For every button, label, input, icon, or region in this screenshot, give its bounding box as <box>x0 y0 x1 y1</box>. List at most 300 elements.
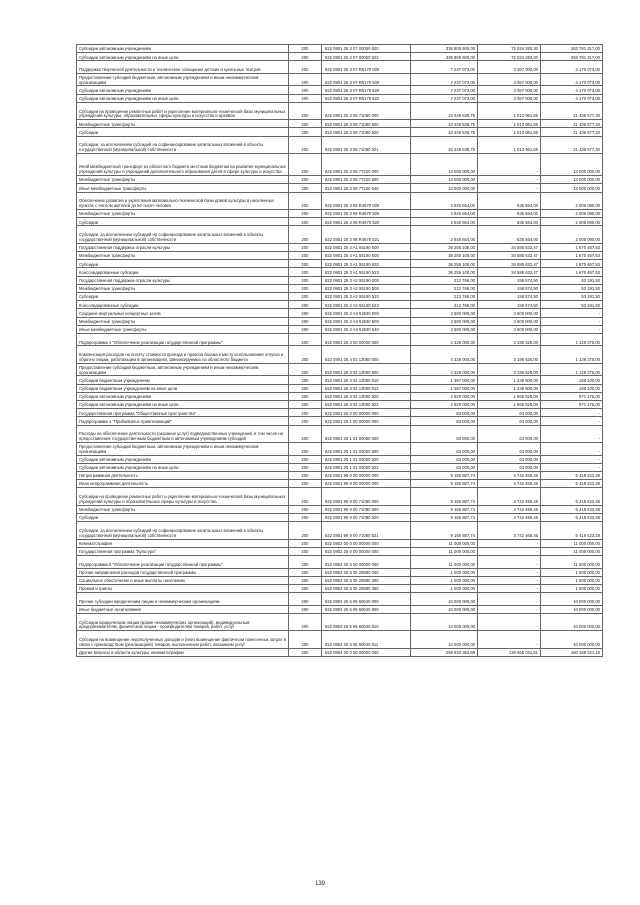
table-row <box>77 376 603 384</box>
row-name-cell: Субсидии на проведение ремонтных работ и укрепление материально-технической базы муниципальных учреждений культуры, образовательных сферы культуры и искусства и архивов <box>77 102 289 120</box>
row-code-cell: 822 0801 99 0 00 00000 000 <box>322 471 411 479</box>
row-code-cell: 822 0801 25 3 08 R4670 520 <box>322 218 411 226</box>
row-name-cell: Субсидии автономным учреждениям на иные цели <box>77 401 289 409</box>
row-code-cell: 822 0801 25 3 A2 55190 523 <box>322 301 411 309</box>
row-executed-cell: 1 239 800,00 <box>478 384 541 392</box>
row-name-cell: Межбюджетные трансферты <box>77 176 289 184</box>
table-row <box>77 401 603 409</box>
row-executed-cell: 1 956 825,00 <box>478 401 541 409</box>
row-code-cell: 822 0801 25 3 08 R4670 521 <box>322 226 411 244</box>
row-remainder-cell: 4 170 073,00 <box>541 86 603 94</box>
row-executed-cell: 34 585 632,47 <box>478 260 541 268</box>
row-code-cell: 822 0802 25 5 00 00000 000 <box>322 556 411 569</box>
row-name-cell: Предоставление субсидий бюджетным, автономным учреждениям и иным некоммерческим организациям <box>77 363 289 376</box>
row-code-cell: 822 0801 25 3 A3 54530 000 <box>322 309 411 317</box>
row-executed-cell: 1 013 961,55 <box>478 120 541 128</box>
row-remainder-cell: 13 000 000,00 <box>541 176 603 184</box>
row-remainder-cell: 21 435 577,20 <box>541 120 603 128</box>
row-remainder-cell: 5 418 422,28 <box>541 514 603 522</box>
row-remainder-cell: 11 000 000,00 <box>541 547 603 555</box>
row-executed-cell: 159 574,50 <box>478 301 541 309</box>
row-ved-cell: 200 <box>289 593 322 606</box>
row-plan-cell: 63 000,00 <box>411 455 478 463</box>
row-ved-cell: 200 <box>289 210 322 218</box>
row-executed-cell: 34 585 632,47 <box>478 268 541 276</box>
row-code-cell: 822 0801 26 1 01 00050 000 <box>322 425 411 443</box>
table-row <box>77 226 603 244</box>
row-executed-cell: 3 067 000,00 <box>478 61 541 74</box>
row-ved-cell: 200 <box>289 401 322 409</box>
row-name-cell: Межбюджетные трансферты <box>77 252 289 260</box>
row-ved-cell: 200 <box>289 102 322 120</box>
row-name-cell: Субсидии на возмещение недополученных доходов и (или) возмещение фактически понесенных затрат в связи с производством (реализацией) товаров, выполнением работ, оказанием услуг <box>77 631 289 649</box>
row-plan-cell: 63 000,00 <box>411 409 478 417</box>
row-plan-cell: 296 833 352,69 <box>411 648 478 656</box>
row-ved-cell: 200 <box>289 284 322 292</box>
row-remainder-cell: - <box>541 463 603 471</box>
row-executed-cell: - <box>478 547 541 555</box>
row-ved-cell: 200 <box>289 301 322 309</box>
table-row <box>77 409 603 417</box>
row-ved-cell: 200 <box>289 218 322 226</box>
row-ved-cell: 200 <box>289 45 322 53</box>
page-number: 139 <box>314 881 325 887</box>
row-plan-cell: 36 255 100,00 <box>411 260 478 268</box>
row-plan-cell: 7 237 073,00 <box>411 86 478 94</box>
row-remainder-cell: 1 129 375,00 <box>541 333 603 346</box>
table-row <box>77 631 603 649</box>
row-name-cell: Государственная поддержка отрасли культуры <box>77 243 289 251</box>
row-executed-cell: 635 564,00 <box>478 226 541 244</box>
row-plan-cell: 22 449 538,75 <box>411 102 478 120</box>
table-row <box>77 252 603 260</box>
row-executed-cell: - <box>478 176 541 184</box>
table-row <box>77 463 603 471</box>
row-remainder-cell: 5 418 422,28 <box>541 488 603 506</box>
table-row <box>77 260 603 268</box>
row-remainder-cell: 5 418 422,28 <box>541 471 603 479</box>
row-ved-cell: 200 <box>289 346 322 364</box>
row-remainder-cell: 5 418 422,28 <box>541 505 603 513</box>
row-plan-cell: 10 000 000,00 <box>411 631 478 649</box>
row-ved-cell: 200 <box>289 184 322 192</box>
row-code-cell: 822 0801 25 3 08 77220 540 <box>322 184 411 192</box>
row-remainder-cell: 4 170 073,00 <box>541 73 603 86</box>
row-executed-cell: 3 196 625,00 <box>478 333 541 346</box>
row-name-cell: Подпрограмма 1 "Прибайкалье привлекающий" <box>77 417 289 425</box>
row-name-cell: Консолидированные субсидии <box>77 268 289 276</box>
table-row <box>77 547 603 555</box>
table-row <box>77 128 603 136</box>
row-ved-cell: 200 <box>289 539 322 547</box>
row-name-cell: Субсидии автономным учреждениям <box>77 45 289 53</box>
row-ved-cell: 200 <box>289 252 322 260</box>
row-plan-cell: 63 000,00 <box>411 417 478 425</box>
row-plan-cell: 36 255 100,00 <box>411 252 478 260</box>
table-row <box>77 333 603 346</box>
table-row <box>77 593 603 606</box>
row-name-cell: Субсидии бюджетным учреждениям <box>77 376 289 384</box>
row-name-cell: Субсидии, за исключением субсидий на софинансирование капитальных вложений в объекты государственной (муниципальной) собственности <box>77 522 289 540</box>
table-row <box>77 218 603 226</box>
row-name-cell: Иные межбюджетные трансферты <box>77 325 289 333</box>
row-executed-cell: - <box>478 539 541 547</box>
row-plan-cell: 2 640 654,00 <box>411 218 478 226</box>
row-plan-cell: 9 160 887,74 <box>411 471 478 479</box>
row-code-cell: 822 0801 25 3 07 00050 620 <box>322 45 411 53</box>
table-row <box>77 505 603 513</box>
row-ved-cell: 200 <box>289 613 322 631</box>
row-name-cell: Предоставление субсидий бюджетным, автономным учреждениям и иным некоммерческим организациям <box>77 73 289 86</box>
row-code-cell: 822 0801 25 3 A1 55190 000 <box>322 243 411 251</box>
row-ved-cell: 200 <box>289 317 322 325</box>
row-plan-cell: 36 255 100,00 <box>411 268 478 276</box>
row-ved-cell: 200 <box>289 547 322 555</box>
table-row <box>77 268 603 276</box>
row-executed-cell: 3 742 465,46 <box>478 480 541 488</box>
row-executed-cell: - <box>478 605 541 613</box>
row-remainder-cell: 263 781 317,00 <box>541 53 603 61</box>
row-executed-cell: 635 564,00 <box>478 210 541 218</box>
row-plan-cell: 11 000 000,00 <box>411 547 478 555</box>
row-plan-cell: 1 397 000,00 <box>411 376 478 384</box>
row-remainder-cell: 5 418 422,28 <box>541 480 603 488</box>
row-executed-cell: 34 585 632,47 <box>478 252 541 260</box>
row-ved-cell: 200 <box>289 325 322 333</box>
table-row <box>77 568 603 576</box>
budget-table-body <box>77 45 603 657</box>
table-row <box>77 584 603 592</box>
row-remainder-cell: - <box>541 309 603 317</box>
row-code-cell: 822 0801 99 9 00 00000 000 <box>322 480 411 488</box>
row-ved-cell: 200 <box>289 73 322 86</box>
row-plan-cell: 2 929 000,00 <box>411 392 478 400</box>
row-code-cell: 822 0801 25 3 08 71080 000 <box>322 102 411 120</box>
row-plan-cell: 22 449 538,75 <box>411 136 478 154</box>
row-name-cell: Кинематография <box>77 539 289 547</box>
table-row <box>77 45 603 53</box>
row-code-cell: 822 0802 00 0 00 00000 000 <box>322 539 411 547</box>
row-code-cell: 822 0801 25 3 08 77220 500 <box>322 176 411 184</box>
row-plan-cell: 9 160 887,74 <box>411 522 478 540</box>
table-row <box>77 539 603 547</box>
table-row <box>77 284 603 292</box>
row-ved-cell: 200 <box>289 584 322 592</box>
table-row <box>77 605 603 613</box>
row-executed-cell: - <box>478 154 541 176</box>
row-name-cell: Государственная поддержка отрасли культуры <box>77 276 289 284</box>
row-remainder-cell: 13 000 000,00 <box>541 184 603 192</box>
table-row <box>77 154 603 176</box>
row-code-cell: 822 0801 25 3 07 R5170 622 <box>322 94 411 102</box>
row-ved-cell: 200 <box>289 94 322 102</box>
row-executed-cell: 635 564,00 <box>478 192 541 210</box>
row-ved-cell: 200 <box>289 605 322 613</box>
row-executed-cell: 72 024 283,30 <box>478 45 541 53</box>
row-remainder-cell: 4 170 073,00 <box>541 61 603 74</box>
row-name-cell: Субсидии автономным учреждениям на иные цели <box>77 94 289 102</box>
row-name-cell: Межбюджетные трансферты <box>77 120 289 128</box>
row-code-cell: 822 0802 25 5 05 60040 000 <box>322 593 411 606</box>
row-ved-cell: 200 <box>289 488 322 506</box>
row-executed-cell: - <box>478 184 541 192</box>
row-remainder-cell: 13 000 000,00 <box>541 154 603 176</box>
row-remainder-cell: 11 000 000,00 <box>541 539 603 547</box>
row-name-cell: Субсидии, за исключением субсидий на софинансирование капитальных вложений в объекты государственной (муниципальной) собственности <box>77 136 289 154</box>
row-plan-cell: 11 000 000,00 <box>411 539 478 547</box>
row-executed-cell: 63 000,00 <box>478 463 541 471</box>
row-executed-cell: 3 067 000,00 <box>478 86 541 94</box>
table-row <box>77 73 603 86</box>
row-remainder-cell: - <box>541 425 603 443</box>
row-ved-cell: 200 <box>289 522 322 540</box>
row-executed-cell: 3 742 465,46 <box>478 514 541 522</box>
table-row <box>77 86 603 94</box>
row-code-cell: 822 0801 25 3 08 71080 520 <box>322 128 411 136</box>
row-name-cell: Иные межбюджетные трансферты <box>77 184 289 192</box>
row-name-cell: Субсидии <box>77 218 289 226</box>
row-name-cell: Подпрограмма 4 "Обеспечение реализации государственной программы" <box>77 333 289 346</box>
row-remainder-cell: 2 005 090,00 <box>541 218 603 226</box>
row-ved-cell: 200 <box>289 505 322 513</box>
row-remainder-cell: - <box>541 417 603 425</box>
row-ved-cell: 200 <box>289 154 322 176</box>
table-row <box>77 488 603 506</box>
row-plan-cell: 2 640 654,00 <box>411 210 478 218</box>
row-code-cell: 822 0801 25 3 08 77220 000 <box>322 154 411 176</box>
row-remainder-cell: 1 129 375,00 <box>541 346 603 364</box>
row-plan-cell: 1 000 000,00 <box>411 584 478 592</box>
table-row <box>77 346 603 364</box>
table-row <box>77 293 603 301</box>
row-remainder-cell: 2 005 090,00 <box>541 226 603 244</box>
table-row <box>77 210 603 218</box>
row-executed-cell: 3 500 000,00 <box>478 317 541 325</box>
row-plan-cell: 212 766,00 <box>411 284 478 292</box>
row-remainder-cell: 53 191,50 <box>541 284 603 292</box>
table-row <box>77 61 603 74</box>
row-ved-cell: 200 <box>289 631 322 649</box>
row-plan-cell: 4 326 000,00 <box>411 333 478 346</box>
row-ved-cell: 200 <box>289 226 322 244</box>
row-name-cell: Субсидии юридическим лицам (кроме некоммерческих организаций), индивидуальным предпринимателям, физическим лицам - производителям товаров, работ, услуг <box>77 613 289 631</box>
row-code-cell: 822 0801 25 3 A1 55190 520 <box>322 260 411 268</box>
row-plan-cell: 7 237 073,00 <box>411 94 478 102</box>
row-plan-cell: 9 160 887,74 <box>411 488 478 506</box>
row-plan-cell: 22 449 538,75 <box>411 120 478 128</box>
row-remainder-cell: 971 175,00 <box>541 401 603 409</box>
row-name-cell: Межбюджетные трансферты <box>77 317 289 325</box>
row-executed-cell: 63 000,00 <box>478 443 541 456</box>
row-code-cell: 822 0804 00 0 00 00000 000 <box>322 648 411 656</box>
table-row <box>77 317 603 325</box>
row-name-cell: Субсидии автономным учреждениям <box>77 455 289 463</box>
row-executed-cell: 3 500 000,00 <box>478 325 541 333</box>
row-remainder-cell: 21 435 577,20 <box>541 128 603 136</box>
row-code-cell: 822 0801 99 9 00 71080 520 <box>322 514 411 522</box>
row-remainder-cell: 1 670 467,53 <box>541 268 603 276</box>
row-remainder-cell: 10 000 000,00 <box>541 631 603 649</box>
row-executed-cell: 3 196 625,00 <box>478 346 541 364</box>
row-name-cell: Предоставление субсидий бюджетным, автономным учреждениям и иным некоммерческим организациям <box>77 443 289 456</box>
row-ved-cell: 200 <box>289 363 322 376</box>
row-code-cell: 822 0802 25 5 05 29990 300 <box>322 576 411 584</box>
row-remainder-cell: - <box>541 317 603 325</box>
row-ved-cell: 200 <box>289 471 322 479</box>
row-remainder-cell: 1 670 467,53 <box>541 252 603 260</box>
row-code-cell: 822 0801 99 9 00 71080 500 <box>322 505 411 513</box>
row-name-cell: Субсидии <box>77 260 289 268</box>
row-plan-cell: 22 449 538,75 <box>411 128 478 136</box>
row-ved-cell: 200 <box>289 576 322 584</box>
row-executed-cell: 34 585 632,47 <box>478 243 541 251</box>
row-ved-cell: 200 <box>289 455 322 463</box>
row-remainder-cell: - <box>541 443 603 456</box>
row-executed-cell: 1 013 961,55 <box>478 136 541 154</box>
row-plan-cell: 13 000 000,00 <box>411 154 478 176</box>
table-row <box>77 276 603 284</box>
row-name-cell: Государственная программа "Культура" <box>77 547 289 555</box>
row-plan-cell: 7 237 073,00 <box>411 61 478 74</box>
row-code-cell: 822 0801 25 3 A1 55190 500 <box>322 252 411 260</box>
row-code-cell: 822 0801 26 0 00 00000 000 <box>322 409 411 417</box>
row-remainder-cell: 21 435 577,20 <box>541 102 603 120</box>
row-plan-cell: 7 237 073,00 <box>411 73 478 86</box>
row-code-cell: 822 0801 25 3 08 71080 500 <box>322 120 411 128</box>
row-executed-cell: 159 574,50 <box>478 276 541 284</box>
row-ved-cell: 200 <box>289 417 322 425</box>
table-row <box>77 325 603 333</box>
table-row <box>77 455 603 463</box>
row-plan-cell: 10 000 000,00 <box>411 593 478 606</box>
row-plan-cell: 13 000 000,00 <box>411 176 478 184</box>
row-remainder-cell: 160 168 321,18 <box>541 648 603 656</box>
row-plan-cell: 4 326 000,00 <box>411 346 478 364</box>
row-executed-cell: 3 742 465,46 <box>478 488 541 506</box>
row-name-cell: Расходы на обеспечение деятельности (оказание услуг) подведомственных учреждений, в том числе на предоставление государственным бюджетным и автономным учреждениям субсидий <box>77 425 289 443</box>
row-executed-cell: 3 067 000,00 <box>478 94 541 102</box>
row-plan-cell: 13 000 000,00 <box>411 184 478 192</box>
row-executed-cell: 635 564,00 <box>478 218 541 226</box>
table-row <box>77 514 603 522</box>
row-executed-cell: 1 013 961,55 <box>478 128 541 136</box>
row-ved-cell: 200 <box>289 176 322 184</box>
table-row <box>77 648 603 656</box>
row-remainder-cell: 1 129 375,00 <box>541 363 603 376</box>
row-name-cell: Иной межбюджетный трансферт из областного бюджета местным бюджетам на развитие муниципальных учреждений культуры и учреждений дополнительного образования детей в сфере культуры и искусства <box>77 154 289 176</box>
row-name-cell: Субсидии, за исключением субсидий на софинансирование капитальных вложений в объекты государственной (муниципальной) собственности <box>77 226 289 244</box>
table-row <box>77 425 603 443</box>
row-plan-cell: 3 500 000,00 <box>411 325 478 333</box>
row-code-cell: 822 0801 25 4 01 13060 622 <box>322 401 411 409</box>
row-ved-cell: 200 <box>289 376 322 384</box>
row-ved-cell: 200 <box>289 309 322 317</box>
row-code-cell: 822 0801 99 9 00 71080 000 <box>322 488 411 506</box>
row-remainder-cell: 2 005 090,00 <box>541 192 603 210</box>
row-plan-cell: 3 500 000,00 <box>411 317 478 325</box>
row-name-cell: Субсидии автономным учреждениям <box>77 392 289 400</box>
row-ved-cell: 200 <box>289 268 322 276</box>
row-name-cell: Государственная программа "Общественные пространства" <box>77 409 289 417</box>
row-ved-cell: 200 <box>289 61 322 74</box>
row-plan-cell: 212 766,00 <box>411 276 478 284</box>
table-row <box>77 384 603 392</box>
row-plan-cell: 336 805 600,00 <box>411 53 478 61</box>
row-plan-cell: 4 326 000,00 <box>411 363 478 376</box>
table-row <box>77 522 603 540</box>
row-ved-cell: 200 <box>289 648 322 656</box>
table-row <box>77 417 603 425</box>
row-code-cell: 822 0801 99 9 00 71080 521 <box>322 522 411 540</box>
row-code-cell: 822 0801 25 3 A2 55190 000 <box>322 276 411 284</box>
table-row <box>77 556 603 569</box>
table-row <box>77 102 603 120</box>
row-name-cell: Консолидированные субсидии <box>77 301 289 309</box>
row-name-cell: Субсидии автономным учреждениям на иные цели <box>77 463 289 471</box>
row-code-cell: 822 0801 25 4 01 13060 612 <box>322 384 411 392</box>
row-executed-cell: 1 239 800,00 <box>478 376 541 384</box>
row-ved-cell: 200 <box>289 120 322 128</box>
row-code-cell: 822 0802 25 5 05 60040 811 <box>322 631 411 649</box>
row-executed-cell: - <box>478 593 541 606</box>
row-name-cell: Иная непрограммная деятельность <box>77 480 289 488</box>
row-executed-cell: 72 024 283,30 <box>478 53 541 61</box>
row-ved-cell: 200 <box>289 392 322 400</box>
row-code-cell: 822 0801 25 3 A2 55190 520 <box>322 293 411 301</box>
row-plan-cell: 36 255 100,00 <box>411 243 478 251</box>
row-code-cell: 822 0802 25 5 05 60040 810 <box>322 613 411 631</box>
row-plan-cell: 2 640 654,00 <box>411 226 478 244</box>
row-remainder-cell: - <box>541 325 603 333</box>
row-code-cell: 822 0801 26 1 00 00000 000 <box>322 417 411 425</box>
row-plan-cell: 63 000,00 <box>411 463 478 471</box>
row-remainder-cell: 1 670 467,53 <box>541 243 603 251</box>
row-plan-cell: 212 766,00 <box>411 293 478 301</box>
row-plan-cell: 63 000,00 <box>411 443 478 456</box>
row-ved-cell: 200 <box>289 128 322 136</box>
table-row <box>77 120 603 128</box>
row-remainder-cell: 11 000 000,00 <box>541 556 603 569</box>
row-code-cell: 822 0801 25 3 07 R5170 000 <box>322 61 411 74</box>
row-remainder-cell: 158 200,00 <box>541 384 603 392</box>
table-row <box>77 443 603 456</box>
row-ved-cell: 200 <box>289 443 322 456</box>
row-code-cell: 822 0801 25 3 07 R5170 620 <box>322 86 411 94</box>
row-code-cell: 822 0802 25 0 00 00000 000 <box>322 547 411 555</box>
budget-table <box>76 44 603 657</box>
row-ved-cell: 200 <box>289 568 322 576</box>
row-plan-cell: 212 766,00 <box>411 301 478 309</box>
table-row <box>77 136 603 154</box>
row-remainder-cell: 263 781 317,00 <box>541 45 603 53</box>
row-ved-cell: 200 <box>289 384 322 392</box>
row-executed-cell: 3 196 625,00 <box>478 363 541 376</box>
row-code-cell: 822 0801 25 3 07 R5170 600 <box>322 73 411 86</box>
row-plan-cell: 10 000 000,00 <box>411 613 478 631</box>
row-code-cell: 822 0801 25 3 08 R4670 500 <box>322 210 411 218</box>
row-code-cell: 822 0802 25 5 05 29990 350 <box>322 584 411 592</box>
row-remainder-cell: 1 000 000,00 <box>541 584 603 592</box>
row-plan-cell: 9 160 887,74 <box>411 505 478 513</box>
row-remainder-cell: 21 435 577,20 <box>541 136 603 154</box>
row-remainder-cell: 53 191,50 <box>541 301 603 309</box>
table-row <box>77 301 603 309</box>
row-ved-cell: 200 <box>289 276 322 284</box>
table-row <box>77 184 603 192</box>
row-remainder-cell: 5 418 422,28 <box>541 522 603 540</box>
row-name-cell: Другие вопросы в области культуры, кинематографии <box>77 648 289 656</box>
row-executed-cell: - <box>478 556 541 569</box>
